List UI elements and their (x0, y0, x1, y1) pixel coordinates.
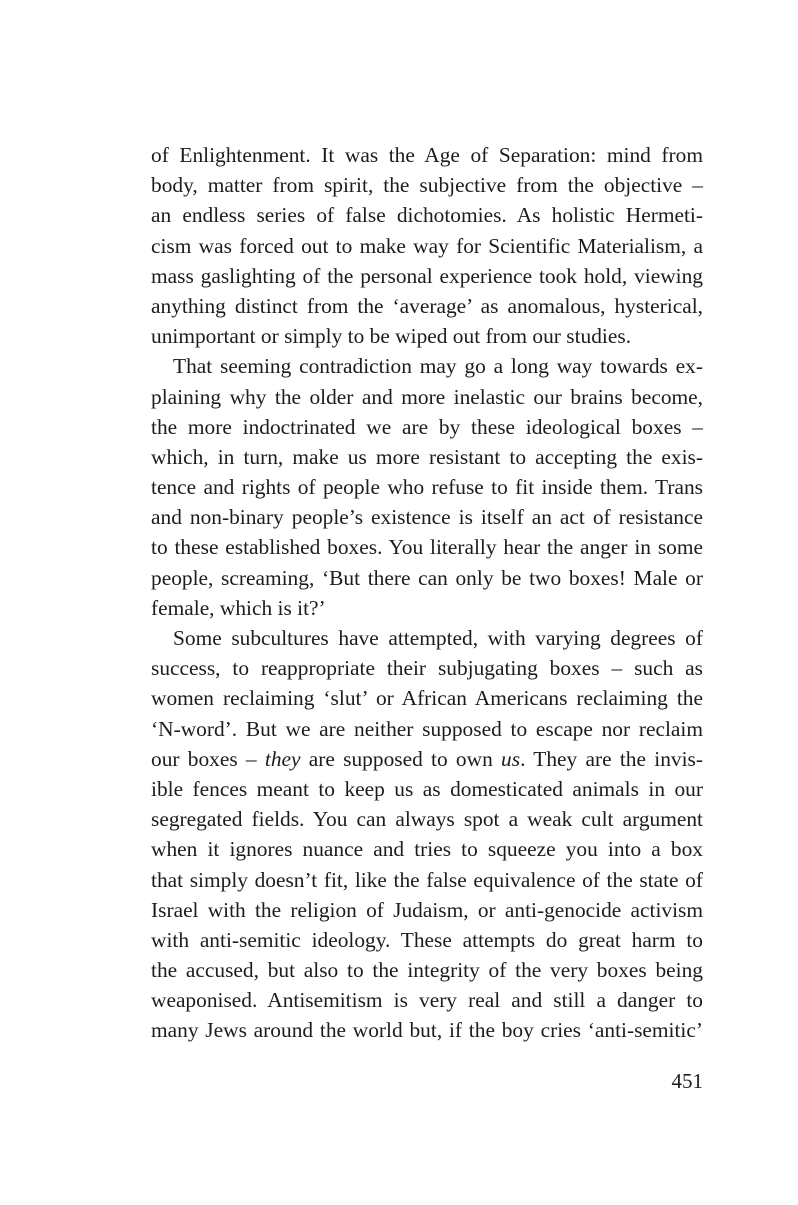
text-line (151, 231, 703, 261)
text-run: . They are the invis- (520, 746, 703, 771)
text-line (151, 925, 703, 955)
text-run: of Enlightenment. It was the Age of Separation: mind from (151, 143, 703, 167)
text-run: weaponised. Antisemitism is very real and still a danger to (151, 988, 703, 1013)
text-line (151, 623, 703, 653)
text-line (151, 321, 703, 351)
text-run: tence and rights of people who refuse to fit inside them. Trans (151, 475, 703, 500)
text-run: people, screaming, ‘But there can only be two boxes! Male or (151, 565, 703, 590)
text-line (151, 140, 703, 170)
text-run: success, to reappropriate their subjugating boxes – such as (151, 656, 703, 681)
text-line (151, 532, 703, 562)
text-line (151, 1015, 703, 1045)
text-run: an endless series of false dichotomies. As holistic Hermeti- (151, 203, 703, 228)
text-run: many Jews around the world but, if the boy cries ‘anti-semitic’ (151, 1018, 703, 1043)
text-run: with anti-semitic ideology. These attempts do great harm to (151, 927, 703, 952)
text-run: the accused, but also to the integrity of the very boxes being (151, 958, 703, 983)
text-line (151, 200, 703, 230)
text-run: the more indoctrinated we are by these ideological boxes – (151, 414, 703, 439)
text-line (151, 683, 703, 713)
text-line (151, 170, 703, 200)
text-line (151, 351, 703, 381)
text-run: when it ignores nuance and tries to squeeze you into a box (151, 837, 703, 862)
text-line (151, 744, 703, 774)
text-run: which, in turn, make us more resistant to accepting the exis- (151, 444, 703, 469)
page-body (151, 140, 703, 1046)
text-run: unimportant or simply to be wiped out from our studies. (151, 324, 632, 349)
text-line (151, 563, 703, 593)
text-run: our boxes – (151, 746, 265, 771)
italic-text: they (264, 746, 301, 771)
text-run: and non-binary people’s existence is itself an act of resistance (151, 505, 703, 530)
text-line (151, 261, 703, 291)
text-line (151, 291, 703, 321)
text-line (151, 774, 703, 804)
text-line (151, 714, 703, 744)
text-run: body, matter from spirit, the subjective from the objective – (151, 173, 703, 198)
italic-text: us (501, 746, 521, 771)
text-line (151, 834, 703, 864)
text-line (151, 865, 703, 895)
text-line (151, 472, 703, 502)
text-run: Some subcultures have attempted, with varying degrees of (173, 626, 703, 650)
text-line (151, 653, 703, 683)
text-run: ‘N-word’. But we are neither supposed to escape nor reclaim (151, 716, 703, 741)
text-run: ible fences meant to keep us as domesticated animals in our (151, 776, 703, 801)
text-run: that simply doesn’t fit, like the false equivalence of the state of (151, 867, 703, 892)
text-run: That seeming contradiction may go a long way towards ex- (173, 354, 703, 379)
text-run: cism was forced out to make way for Scientific Materialism, a (151, 233, 703, 258)
text-line (151, 382, 703, 412)
text-run: are supposed to own (300, 746, 502, 771)
text-line (151, 955, 703, 985)
text-run: female, which is it?’ (151, 595, 326, 620)
text-run: plaining why the older and more inelastic our brains become, (151, 384, 703, 409)
text-line (151, 593, 703, 623)
text-run: anything distinct from the ‘average’ as anomalous, hysterical, (151, 293, 703, 318)
text-run: to these established boxes. You literally hear the anger in some (151, 535, 703, 560)
text-run: segregated fields. You can always spot a weak cult argument (151, 807, 703, 832)
text-line (151, 502, 703, 532)
text-run: women reclaiming ‘slut’ or African Americans reclaiming the (151, 686, 703, 711)
text-run: mass gaslighting of the personal experience took hold, viewing (151, 263, 703, 288)
text-line (151, 985, 703, 1015)
text-line (151, 442, 703, 472)
page-number: 451 (671, 1069, 703, 1093)
text-line (151, 804, 703, 834)
text-line (151, 412, 703, 442)
text-run: Israel with the religion of Judaism, or anti-genocide activism (151, 897, 703, 922)
text-line (151, 895, 703, 925)
